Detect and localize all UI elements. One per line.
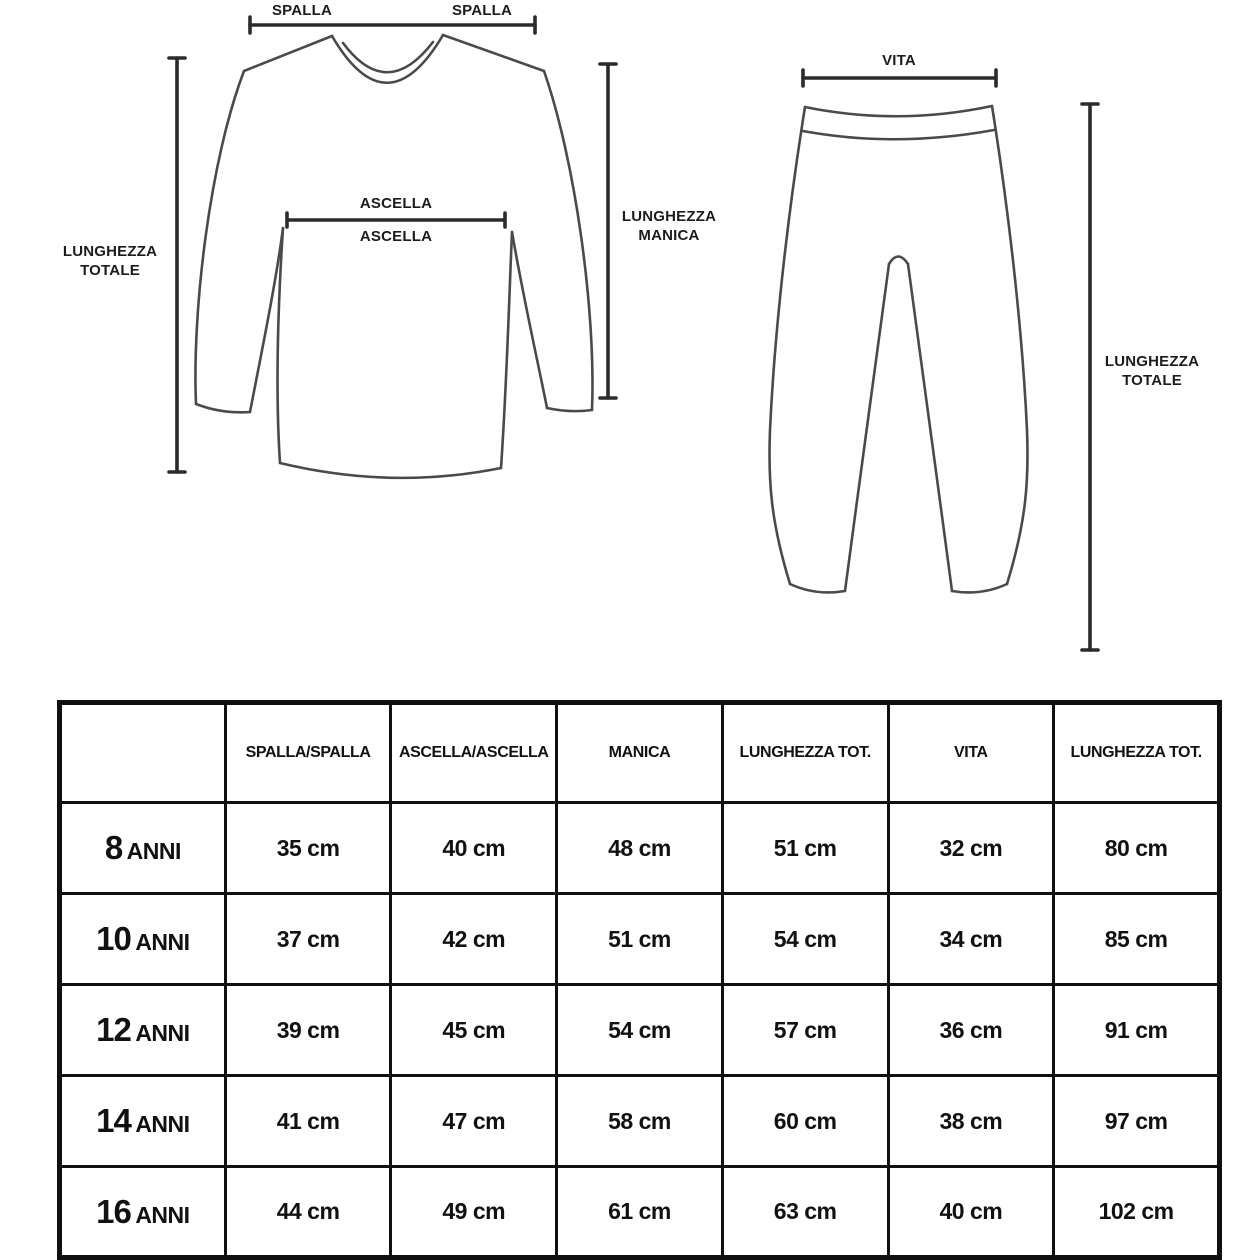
shirt-cuff-left [196,404,250,412]
pants-inseam-right [908,264,952,591]
shirt-hem [280,463,501,478]
table-corner-cell: TUTE RAGAZZO [60,703,226,803]
label-lunghezza-manica [622,207,716,245]
label-shirt-lunghezza-line2: TOTALE [80,262,140,279]
cell-value: 44 cm [225,1167,391,1258]
shirt-sleeve-right-inner [512,232,547,408]
label-pants-lunghezza-line2: TOTALE [1122,372,1182,389]
cell-value: 85 cm [1054,894,1220,985]
size-label-16-anni [60,1167,226,1258]
cell-value: 45 cm [391,985,557,1076]
cell-value: 97 cm [1054,1076,1220,1167]
cell-value: 47 cm [391,1076,557,1167]
pants-waist-bottom [803,130,994,139]
cell-value: 40 cm [391,803,557,894]
cell-value: 36 cm [888,985,1054,1076]
size-number: 10 [96,920,131,957]
label-manica-line2: MANICA [638,227,700,244]
pants-cuff-left [790,584,845,592]
column-header-vita: VITA [888,703,1054,803]
cell-value: 61 cm [557,1167,723,1258]
cell-value: 51 cm [722,803,888,894]
cell-value: 35 cm [225,803,391,894]
column-header-lunghezza-tot-pants: LUNGHEZZA TOT. [1054,703,1220,803]
size-word: ANNI [135,1020,190,1046]
column-header-spalla: SPALLA/SPALLA [225,703,391,803]
cell-value: 91 cm [1054,985,1220,1076]
shirt-body-right [501,232,512,468]
cell-value: 34 cm [888,894,1054,985]
shirt-cuff-right [547,408,592,411]
cell-value: 49 cm [391,1167,557,1258]
cell-value: 63 cm [722,1167,888,1258]
table-row [60,1167,1220,1258]
label-ascella-bottom: ASCELLA [359,228,433,245]
size-label-14-anni [60,1076,226,1167]
cell-value: 54 cm [722,894,888,985]
pants-waist-top [805,106,992,116]
size-table [57,700,1222,1260]
cell-value: 32 cm [888,803,1054,894]
label-shirt-lunghezza-totale [63,242,157,280]
pants-outer-left [769,107,805,584]
table-row [60,1076,1220,1167]
label-spalla-right: SPALLA [451,2,513,19]
size-table-container [57,700,1222,1256]
shirt-sleeve-left-outer [195,71,244,404]
table-header-row [60,703,1220,803]
table-row [60,894,1220,985]
pants-cuff-right [952,584,1007,592]
cell-value: 48 cm [557,803,723,894]
cell-value: 57 cm [722,985,888,1076]
column-header-lunghezza-tot-shirt: LUNGHEZZA TOT. [722,703,888,803]
cell-value: 38 cm [888,1076,1054,1167]
column-header-ascella: ASCELLA/ASCELLA [391,703,557,803]
size-label-10-anni [60,894,226,985]
label-pants-lunghezza-totale [1105,352,1199,390]
shirt-sleeve-right-outer [544,71,592,410]
column-header-manica: MANICA [557,703,723,803]
cell-value: 42 cm [391,894,557,985]
cell-value: 37 cm [225,894,391,985]
cell-value: 102 cm [1054,1167,1220,1258]
pants-crotch [889,257,908,265]
size-number: 16 [96,1192,131,1230]
size-word: ANNI [135,1201,190,1228]
cell-value: 80 cm [1054,803,1220,894]
label-pants-lunghezza-line1: LUNGHEZZA [1104,353,1200,370]
cell-value: 60 cm [722,1076,888,1167]
shirt-shoulder-right [443,35,544,71]
size-label-8-anni [60,803,226,894]
shirt-outline [195,35,592,478]
label-shirt-lunghezza-line1: LUNGHEZZA [62,243,158,260]
table-row [60,985,1220,1076]
size-label-12-anni [60,985,226,1076]
table-row [60,803,1220,894]
size-word: ANNI [126,838,181,864]
size-word: ANNI [135,1111,190,1137]
pants-outline [769,106,1027,592]
cell-value: 54 cm [557,985,723,1076]
cell-value: 51 cm [557,894,723,985]
shirt-collar-outer [332,35,443,83]
label-vita: VITA [882,52,916,69]
size-word: ANNI [135,929,190,955]
size-number: 12 [96,1011,131,1048]
pants-inseam-left [845,264,889,591]
shirt-shoulder-left [244,36,332,71]
cell-value: 40 cm [888,1167,1054,1258]
cell-value: 39 cm [225,985,391,1076]
cell-value: 41 cm [225,1076,391,1167]
pants-outer-right [992,106,1028,584]
label-spalla-left: SPALLA [271,2,333,19]
size-number: 14 [96,1102,131,1139]
cell-value: 58 cm [557,1076,723,1167]
label-manica-line1: LUNGHEZZA [621,208,717,225]
label-ascella-top: ASCELLA [359,195,433,212]
size-number: 8 [104,829,123,866]
